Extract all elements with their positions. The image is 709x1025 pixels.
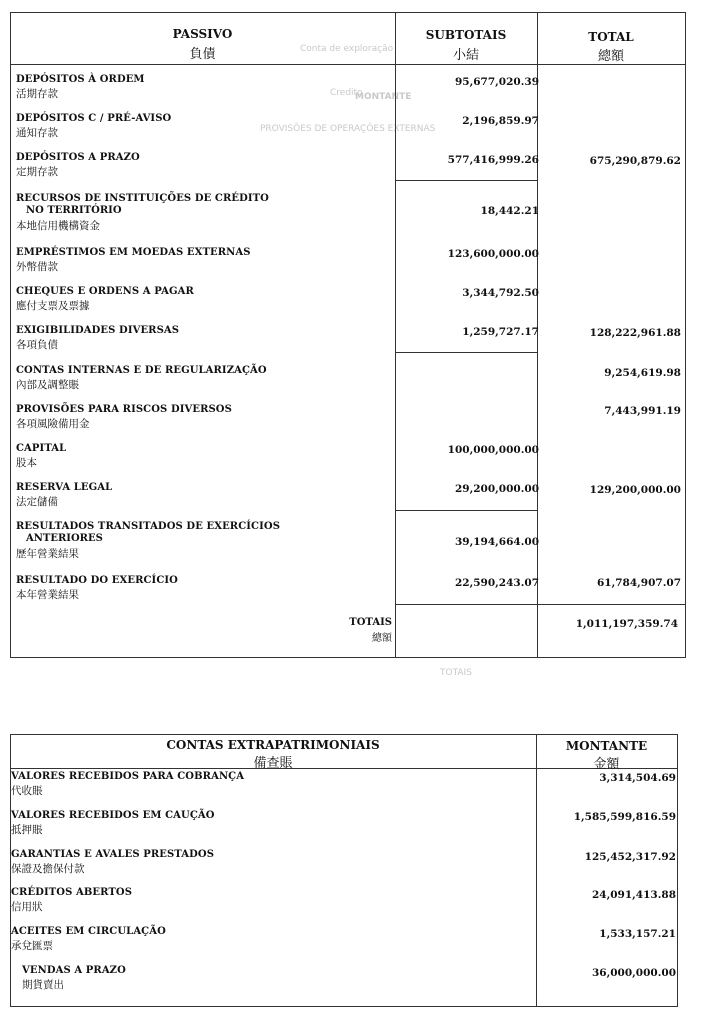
subtotal-column-divider (395, 12, 396, 657)
group-separator (395, 604, 685, 605)
subtotal-value: 29,200,000.00 (454, 483, 539, 495)
subtotal-value: 3,344,792.50 (462, 287, 539, 299)
subtotal-value: 39,194,664.00 (454, 536, 539, 548)
row-label-zh: 承兌匯票 (11, 940, 53, 952)
total-value: 675,290,879.62 (589, 155, 681, 167)
row-label-zh: 股本 (16, 457, 37, 469)
total-header-zh: 總額 (597, 49, 624, 64)
row-label-zh: 各項風險備用金 (16, 418, 90, 430)
row-label: DEPÓSITOS A PRAZO (16, 152, 140, 163)
total-value: 129,200,000.00 (589, 484, 681, 496)
row-label-zh: 本地信用機構資金 (16, 220, 100, 232)
row-label-zh: 定期存款 (16, 166, 58, 178)
total-value: 7,443,991.19 (604, 405, 681, 417)
montante-value: 1,533,157.21 (599, 928, 676, 940)
group-separator (395, 180, 537, 181)
row-label: PROVISÕES PARA RISCOS DIVERSOS (16, 404, 232, 415)
row-label-zh: 活期存款 (16, 88, 58, 100)
subtotal-value: 2,196,859.97 (462, 115, 539, 127)
subtotal-header-zh: 小結 (452, 48, 479, 63)
montante-header-zh: 金額 (593, 757, 620, 772)
row-label-zh: 代收賬 (11, 785, 43, 797)
row-label-continued: NO TERRITÓRIO (26, 205, 122, 216)
group-separator (395, 352, 537, 353)
totals-label-zh: 總額 (372, 633, 392, 644)
totals-label: TOTAIS (349, 617, 392, 628)
bleed-text: PROVISÕES DE OPERAÇÕES EXTERNAS (260, 124, 436, 134)
montante-value: 36,000,000.00 (591, 967, 676, 979)
row-label-zh: 外幣借款 (16, 261, 58, 273)
extrapatrimoniais-header-label: CONTAS EXTRAPATRIMONIAIS (166, 738, 380, 752)
total-value: 9,254,619.98 (604, 367, 681, 379)
montante-column-divider (536, 734, 537, 1006)
row-label: VALORES RECEBIDOS PARA COBRANÇA (11, 771, 245, 782)
subtotal-value: 1,259,727.17 (462, 326, 539, 338)
montante-header: MONTANTE (565, 739, 648, 753)
row-label: RESULTADOS TRANSITADOS DE EXERCÍCIOS (16, 521, 281, 532)
bleed-text: Credito (330, 88, 363, 98)
montante-value: 24,091,413.88 (591, 889, 676, 901)
subtotal-value: 22,590,243.07 (454, 577, 539, 589)
subtotal-value: 18,442.21 (480, 205, 539, 217)
extrapatrimoniais-header-label-zh: 備查賬 (253, 756, 293, 771)
subtotal-value: 123,600,000.00 (447, 248, 539, 260)
subtotal-value: 100,000,000.00 (447, 444, 539, 456)
montante-value: 3,314,504.69 (599, 772, 676, 784)
subtotal-value: 95,677,020.39 (454, 76, 539, 88)
row-label: GARANTIAS E AVALES PRESTADOS (11, 849, 215, 860)
row-label-zh: 抵押賬 (11, 824, 43, 836)
row-label: CHEQUES E ORDENS A PAGAR (16, 286, 194, 297)
row-label-zh: 本年營業結果 (16, 589, 79, 601)
row-label-zh: 法定儲備 (16, 496, 58, 508)
row-label: EXIGIBILIDADES DIVERSAS (16, 325, 180, 336)
row-label-zh: 通知存款 (16, 127, 58, 139)
row-label-zh: 信用狀 (11, 901, 43, 913)
passivo-header-label: PASSIVO (172, 27, 233, 41)
row-label-zh: 應付支票及票據 (16, 300, 90, 312)
subtotal-value: 577,416,999.26 (447, 154, 539, 166)
row-label: RECURSOS DE INSTITUIÇÕES DE CRÉDITO (16, 193, 269, 204)
montante-value: 1,585,599,816.59 (573, 811, 676, 823)
row-label-zh: 內部及調整賬 (16, 379, 79, 391)
row-label: VENDAS A PRAZO (22, 965, 126, 976)
montante-value: 125,452,317.92 (584, 851, 676, 863)
row-label: EMPRÉSTIMOS EM MOEDAS EXTERNAS (16, 247, 251, 258)
row-label: DEPÓSITOS C / PRÉ-AVISO (16, 113, 172, 124)
passivo-header-label-zh: 負債 (189, 47, 216, 62)
row-label: RESERVA LEGAL (16, 482, 113, 493)
group-separator (395, 510, 537, 511)
row-label: CONTAS INTERNAS E DE REGULARIZAÇÃO (16, 365, 267, 376)
subtotal-header: SUBTOTAIS (425, 28, 507, 42)
row-label: RESULTADO DO EXERCÍCIO (16, 575, 178, 586)
row-label: VALORES RECEBIDOS EM CAUÇÃO (11, 810, 215, 821)
row-label-zh: 保證及擔保付款 (11, 863, 85, 875)
bleed-text: Conta de exploração (300, 44, 394, 54)
row-label-zh: 各項負債 (16, 339, 58, 351)
bleed-text: TOTAIS (440, 668, 472, 678)
row-label: ACEITES EM CIRCULAÇÃO (11, 926, 166, 937)
total-value: 61,784,907.07 (596, 577, 681, 589)
grand-total-value: 1,011,197,359.74 (575, 618, 678, 630)
total-header: TOTAL (588, 30, 634, 44)
total-value: 128,222,961.88 (589, 327, 681, 339)
row-label: CRÉDITOS ABERTOS (11, 887, 133, 898)
bleed-text: MONTANTE (355, 92, 412, 102)
row-label-zh: 期貨賣出 (22, 979, 64, 991)
row-label-continued: ANTERIORES (26, 533, 103, 544)
row-label: DEPÓSITOS À ORDEM (16, 74, 145, 85)
row-label: CAPITAL (16, 443, 67, 454)
row-label-zh: 歷年營業結果 (16, 548, 79, 560)
passivo-header-divider (10, 64, 685, 65)
